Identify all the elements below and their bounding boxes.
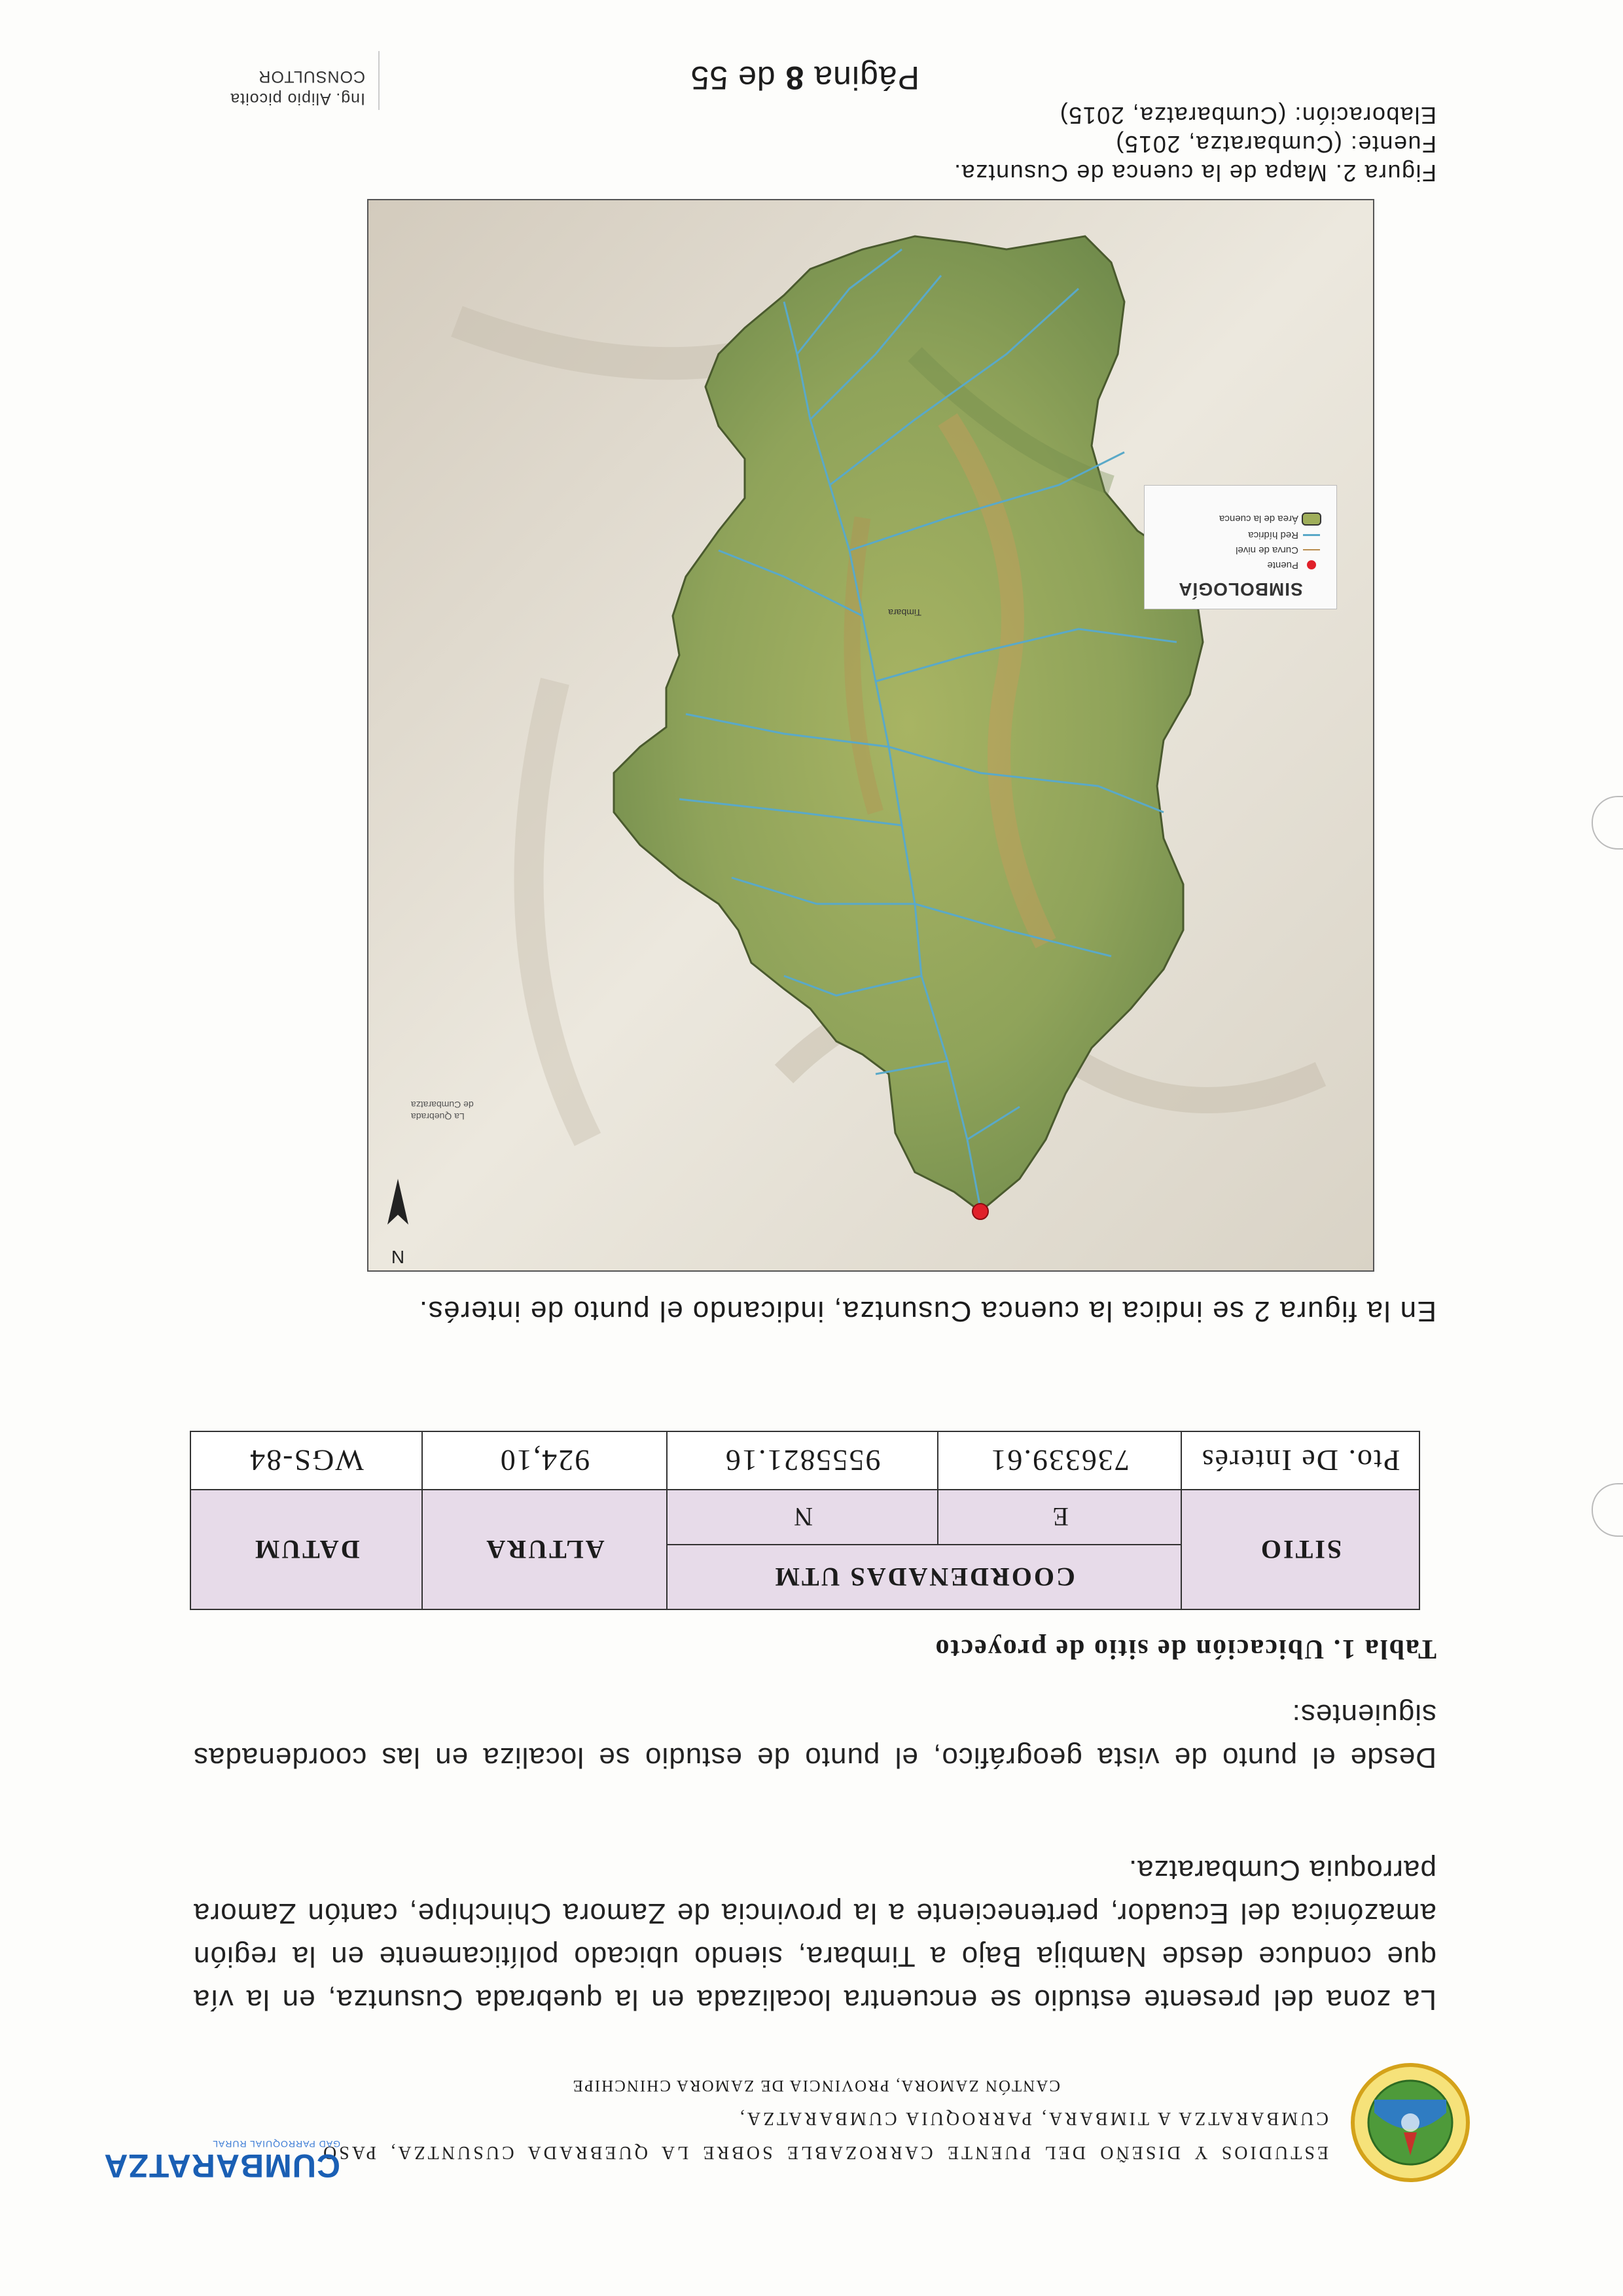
figure-elaboration: Elaboración: (Cumbaratza, 2015) — [1059, 102, 1436, 129]
cell-sitio: Pto. De Interés — [1181, 1431, 1419, 1490]
legend-item-label: Área de la cuenca — [1219, 513, 1298, 525]
consultant-stamp — [157, 51, 380, 110]
legend-title: SIMBOLOGÍA — [1178, 579, 1303, 600]
basin-area-icon — [1302, 512, 1321, 526]
legend-item — [1156, 560, 1325, 571]
header-e: E — [938, 1490, 1181, 1545]
page-current: 8 — [785, 60, 804, 96]
page-header — [103, 2067, 1472, 2185]
figure-caption: Figura 2. Mapa de la cuenca de Cusuntza. — [953, 160, 1436, 187]
header-n: N — [667, 1490, 938, 1545]
outlet-label-2: de Cumbaratza — [411, 1100, 474, 1110]
legend-item — [1156, 529, 1325, 541]
legend-item — [1156, 512, 1325, 526]
cell-datum: WGS-84 — [190, 1431, 422, 1490]
brand-subtitle: GAD PARROQUIAL RURAL — [212, 2139, 340, 2149]
legend-item-label: Red hídrica — [1248, 529, 1298, 541]
figure-caption-block — [954, 101, 1436, 187]
watershed-map — [367, 199, 1374, 1272]
parish-seal-logo — [1348, 2060, 1472, 2185]
paragraph-coordinates: Desde el punto de vista geográfico, el punto de estudio se localiza en las coordenadas siguientes: — [193, 1698, 1436, 1774]
header-sitio: SITIO — [1181, 1490, 1419, 1609]
page-prefix: Página — [813, 60, 919, 96]
coordinates-table — [190, 1431, 1420, 1610]
punch-hole — [1592, 1483, 1623, 1537]
header-datum: DATUM — [190, 1490, 422, 1609]
north-label: N — [391, 1247, 405, 1267]
figure-source: Fuente: (Cumbaratza, 2015) — [1115, 131, 1436, 158]
page-total: 55 — [690, 60, 728, 96]
outlet-label-1: La Quebrada — [411, 1111, 465, 1122]
header-title: ESTUDIOS Y DISEÑO DEL PUENTE CARROZABLE SOBRE LA QUEBRADA CUSUNTZA, PASO CUMBARATZA A TIMBARA, PARROQUIA CUMBARATZA, — [321, 2108, 1329, 2162]
table-row — [190, 1431, 1419, 1490]
bridge-point-marker — [972, 1204, 988, 1219]
header-coordenadas: COORDENADAS UTM — [667, 1545, 1181, 1609]
bridge-dot-icon — [1307, 561, 1316, 570]
cell-n: 9555821.16 — [667, 1431, 938, 1490]
figure-intro: En la figura 2 se indica la cuenca Cusuntza, indicando el punto de interés. — [418, 1295, 1436, 1327]
cell-altura: 924,10 — [422, 1431, 667, 1490]
map-legend — [1144, 485, 1337, 609]
river-line-icon — [1303, 534, 1320, 536]
punch-hole — [1592, 796, 1623, 850]
town-label: Timbara — [888, 607, 921, 618]
consultant-role: CONSULTOR — [258, 67, 365, 86]
legend-item-label: Curva de nivel — [1236, 545, 1298, 556]
map-graphic — [368, 200, 1373, 1270]
contour-line-icon — [1303, 550, 1320, 551]
brand-name: CUMBARATZA — [103, 2147, 340, 2184]
table-caption: Tabla 1. Ubicación de sitio de proyecto — [934, 1634, 1436, 1664]
legend-item — [1156, 545, 1325, 556]
canton-line: CANTÓN ZAMORA, PROVINCIA DE ZAMORA CHINCHIPE — [571, 2077, 1060, 2094]
brand-block — [103, 2139, 340, 2185]
page-number — [690, 59, 919, 97]
paragraph-location: La zona del presente estudio se encuentra localizada en la quebrada Cusuntza, en la vía que conduce desde Nambija Bajo a Timbara, siendo ubicado políticamente en la región amazónica del Ecuador, perteneciente a la provincia de Zamora Chinchipe, cantón Zamora parroquia Cumbaratza. — [193, 1854, 1436, 2016]
page-mid: de — [738, 60, 776, 96]
cell-e: 736339.61 — [938, 1431, 1181, 1490]
header-altura: ALTURA — [422, 1490, 667, 1609]
consultant-name: Ing. Alipio picoita — [230, 90, 365, 108]
legend-item-label: Puente — [1267, 560, 1298, 571]
